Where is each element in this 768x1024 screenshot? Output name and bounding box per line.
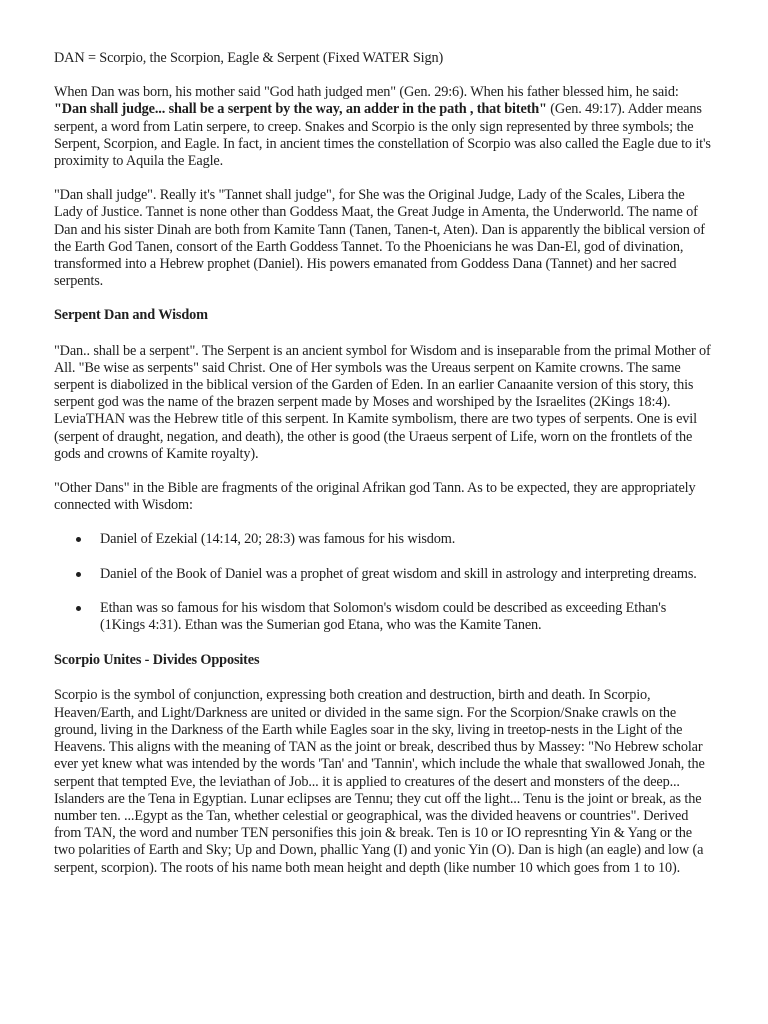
bullet-icon <box>76 606 81 611</box>
bullet-icon <box>76 537 81 542</box>
section-heading-scorpio-opposites: Scorpio Unites - Divides Opposites <box>54 652 260 669</box>
intro-text-2: (Gen. 49:17). Adder means serpent, a word from Latin serpere, to creep. Snakes and Scorpio is the only sign represented by three symbols; the Serpent, Scorpion, and Eagle. In fact, in ancient times the constellation of Scorpio was also called the Eagle due to it's proximity to Aquila the Eagle. <box>54 101 711 170</box>
title-line: DAN = Scorpio, the Scorpion, Eagle & Serpent (Fixed WATER Sign) <box>54 50 444 66</box>
scorpio-paragraph: Scorpio is the symbol of conjunction, expressing both creation and destruction, birth and death. In Scorpio, Heaven/Earth, and Light/Darkness are united or divided in the same sign. For the Scorpion/Snake crawls on the ground, living in the Darkness of the Earth while Eagles soar in the sky, living in treetop-nests in the Light of the Heavens. This aligns with the meaning of TAN as the joint or break, described thus by Massey: "No Hebrew scholar ever yet knew what was intended by the words 'Tan' and 'Tannin', which include the whale that swallowed Jonah, the serpent that tempted Eve, the leviathan of Job... it is applied to creatures of the desert and monsters of the deep... Islanders are the Tena in Egyptian. Lunar eclipses are Tennu; they cut off the light... Tenu is the joint or break, as the number ten. ...Egypt as the Tan, whether celestial or geographical, was the divided heavens or countries". Derived from TAN, the word and number TEN personifies this join & break. Ten is 10 or IO represnting Yin & Yang or the two polarities of Earth and Sky; Up and Down, phallic Yang (I) and yonic Yin (O). Dan is high (an eagle) and low (a serpent, scorpion). The roots of his name both mean height and depth (like number 10 which goes from 1 to 10). <box>54 687 705 876</box>
list-item-text: Daniel of the Book of Daniel was a prophet of great wisdom and skill in astrology and interpreting dreams. <box>100 565 697 582</box>
intro-bold-quote: "Dan shall judge... shall be a serpent by the way, an adder in the path , that biteth" <box>54 101 547 118</box>
judge-paragraph: "Dan shall judge". Really it's "Tannet shall judge", for She was the Original Judge, Lady of the Scales, Libera the Lady of Justice. Tannet is none other than Goddess Maat, the Great Judge in Amenta, the Underworld. The name of Dan and his sister Dinah are both from Kamite Tann (Tanen, Tanen-t, Aten). Dan is apparently the biblical version of the Earth God Tanen, consort of the Earth Goddess Tannet. To the Phoenicians he was Dan-El, god of divination, transformed into a Hebrew prophet (Daniel). His powers emanated from Goddess Dana (Tannet) and her sacred serpents. <box>54 187 705 290</box>
list-item-text: Ethan was so famous for his wisdom that Solomon's wisdom could be described as exceeding Ethan's (1Kings 4:31). Ethan was the Sumerian god Etana, who was the Kamite Tanen. <box>100 599 667 634</box>
serpent-paragraph: "Dan.. shall be a serpent". The Serpent is an ancient symbol for Wisdom and is inseparable from the primal Mother of All. "Be wise as serpents" said Christ. One of Her symbols was the Ureaus serpent on Kamite crowns. The same serpent is diabolized in the biblical version of the Garden of Eden. In an earlier Canaanite version of this story, this serpent god was the name of the brazen serpent made by Moses and worshiped by the Israelites (2Kings 18:4). LeviaTHAN was the Hebrew title of this serpent. In Kamite symbolism, there are two types of serpents. One is evil (serpent of draught, negation, and death), the other is good (the Uraeus serpent of Life, worn on the frontlets of the gods and crowns of Kamite royalty). <box>54 342 711 462</box>
intro-text-1: When Dan was born, his mother said "God hath judged men" (Gen. 29:6). When his father blessed him, he said: <box>54 84 679 101</box>
list-item-text: Daniel of Ezekial (14:14, 20; 28:3) was famous for his wisdom. <box>100 531 456 548</box>
wisdom-list <box>54 531 714 634</box>
other-dans-paragraph: "Other Dans" in the Bible are fragments of the original Afrikan god Tann. As to be expected, they are appropriately connected with Wisdom: <box>54 480 696 514</box>
document-page <box>54 50 714 894</box>
section-heading-serpent-wisdom: Serpent Dan and Wisdom <box>54 307 208 324</box>
list-item <box>100 566 714 583</box>
bullet-icon <box>76 572 81 577</box>
list-item <box>100 600 714 634</box>
intro-paragraph <box>54 84 714 170</box>
list-item <box>100 531 714 548</box>
